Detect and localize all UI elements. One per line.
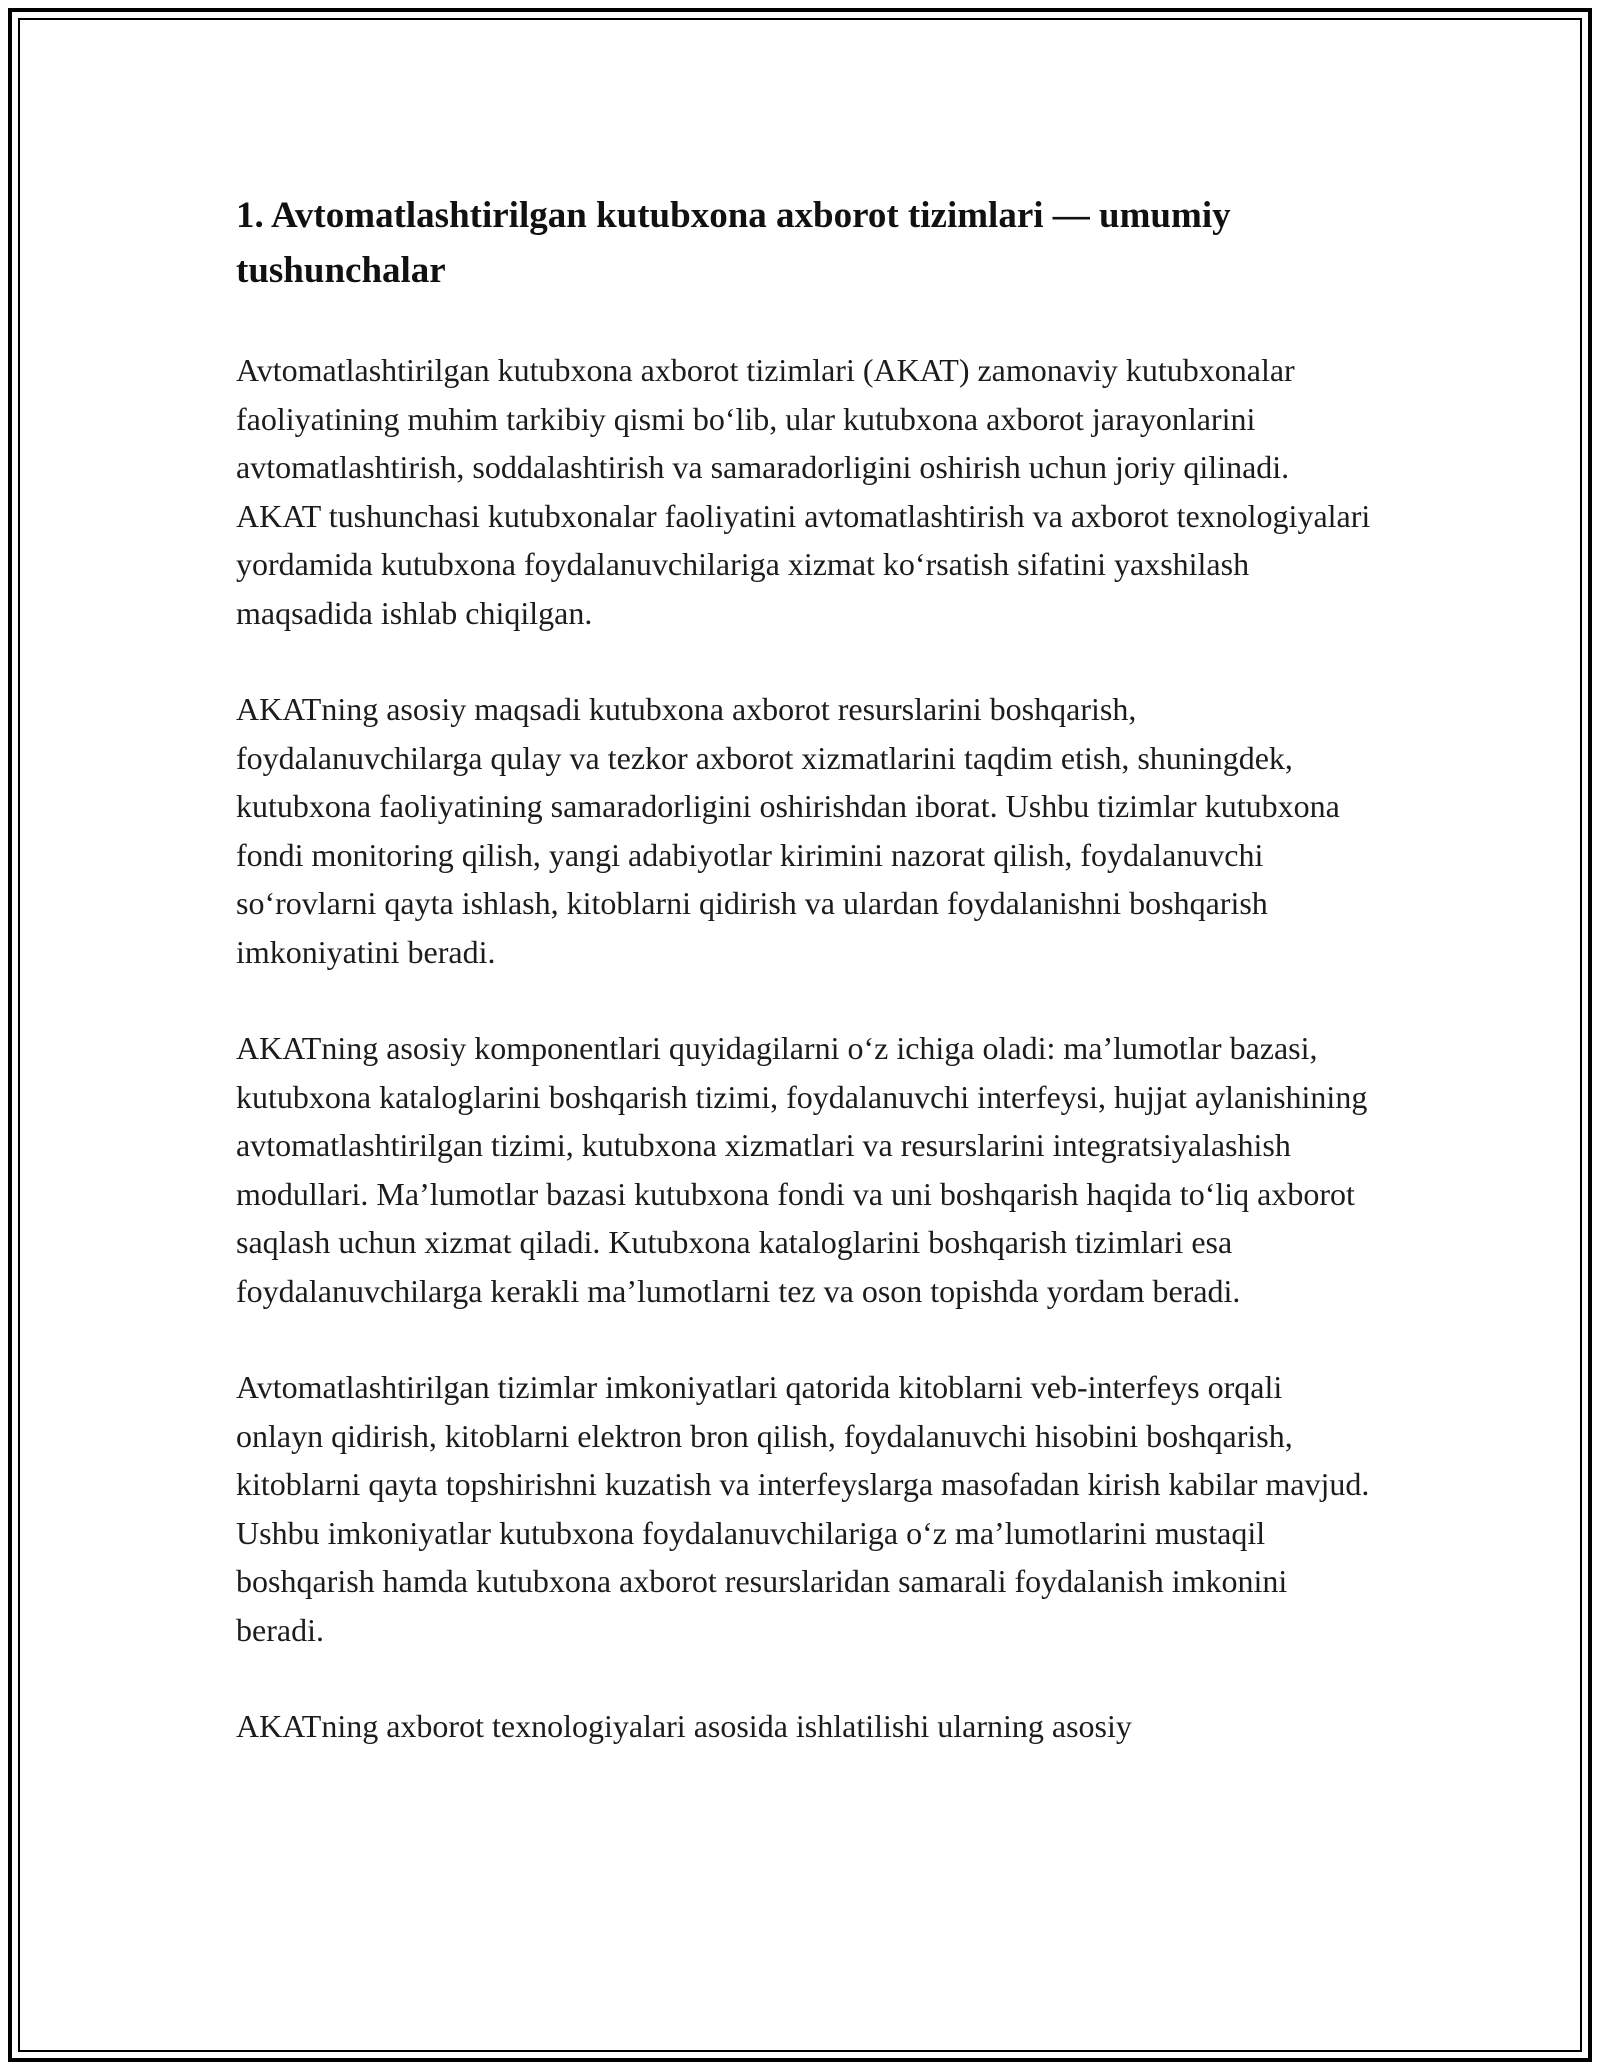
paragraph-3: AKATning asosiy komponentlari quyidagilarni o‘z ichiga oladi: ma’lumotlar bazasi, kutubxona kataloglarini boshqarish tizimi, foydalanuvchi interfeysi, hujjat aylanishining avtomatlashtirilgan tizimi, kutubxona xizmatlari va resurslarini integratsiyalashish modullari. Ma’lumotlar bazasi kutubxona fondi va uni boshqarish haqida to‘liq axborot saqlash uchun xizmat qiladi. Kutubxona kataloglarini boshqarish tizimlari esa foydalanuvchilarga kerakli ma’lumotlarni tez va oson topishda yordam beradi.	[236, 1030, 1368, 1309]
paragraph-1: Avtomatlashtirilgan kutubxona axborot tizimlari (AKAT) zamonaviy kutubxonalar faoliyatining muhim tarkibiy qismi bo‘lib, ular kutubxona axborot jarayonlarini avtomatlashtirish, soddalashtirish va samaradorligini oshirish uchun joriy qilinadi. AKAT tushunchasi kutubxonalar faoliyatini avtomatlashtirish va axborot texnologiyalari yordamida kutubxona foydalanuvchilariga xizmat ko‘rsatish sifatini yaxshilash maqsadida ishlab chiqilgan.	[236, 352, 1371, 631]
paragraph-4: Avtomatlashtirilgan tizimlar imkoniyatlari qatorida kitoblarni veb-interfeys orqali onlayn qidirish, kitoblarni elektron bron qilish, foydalanuvchi hisobini boshqarish, kitoblarni qayta topshirishni kuzatish va interfeyslarga masofadan kirish kabilar mavjud. Ushbu imkoniyatlar kutubxona foydalanuvchilariga o‘z ma’lumotlarini mustaqil boshqarish hamda kutubxona axborot resurslaridan samarali foydalanish imkonini beradi.	[236, 1369, 1370, 1648]
paragraph-5: AKATning axborot texnologiyalari asosida ishlatilishi ularning asosiy	[236, 1708, 1132, 1744]
section-heading: 1. Avtomatlashtirilgan kutubxona axborot tizimlari — umumiy tushunchalar	[236, 195, 1231, 291]
document-body	[236, 188, 1376, 1799]
paragraph-2: AKATning asosiy maqsadi kutubxona axborot resurslarini boshqarish, foydalanuvchilarga qulay va tezkor axborot xizmatlarini taqdim etish, shuningdek, kutubxona faoliyatining samaradorligini oshirishdan iborat. Ushbu tizimlar kutubxona fondi monitoring qilish, yangi adabiyotlar kirimini nazorat qilish, foydalanuvchi so‘rovlarni qayta ishlash, kitoblarni qidirish va ulardan foydalanishni boshqarish imkoniyatini beradi.	[236, 691, 1340, 970]
